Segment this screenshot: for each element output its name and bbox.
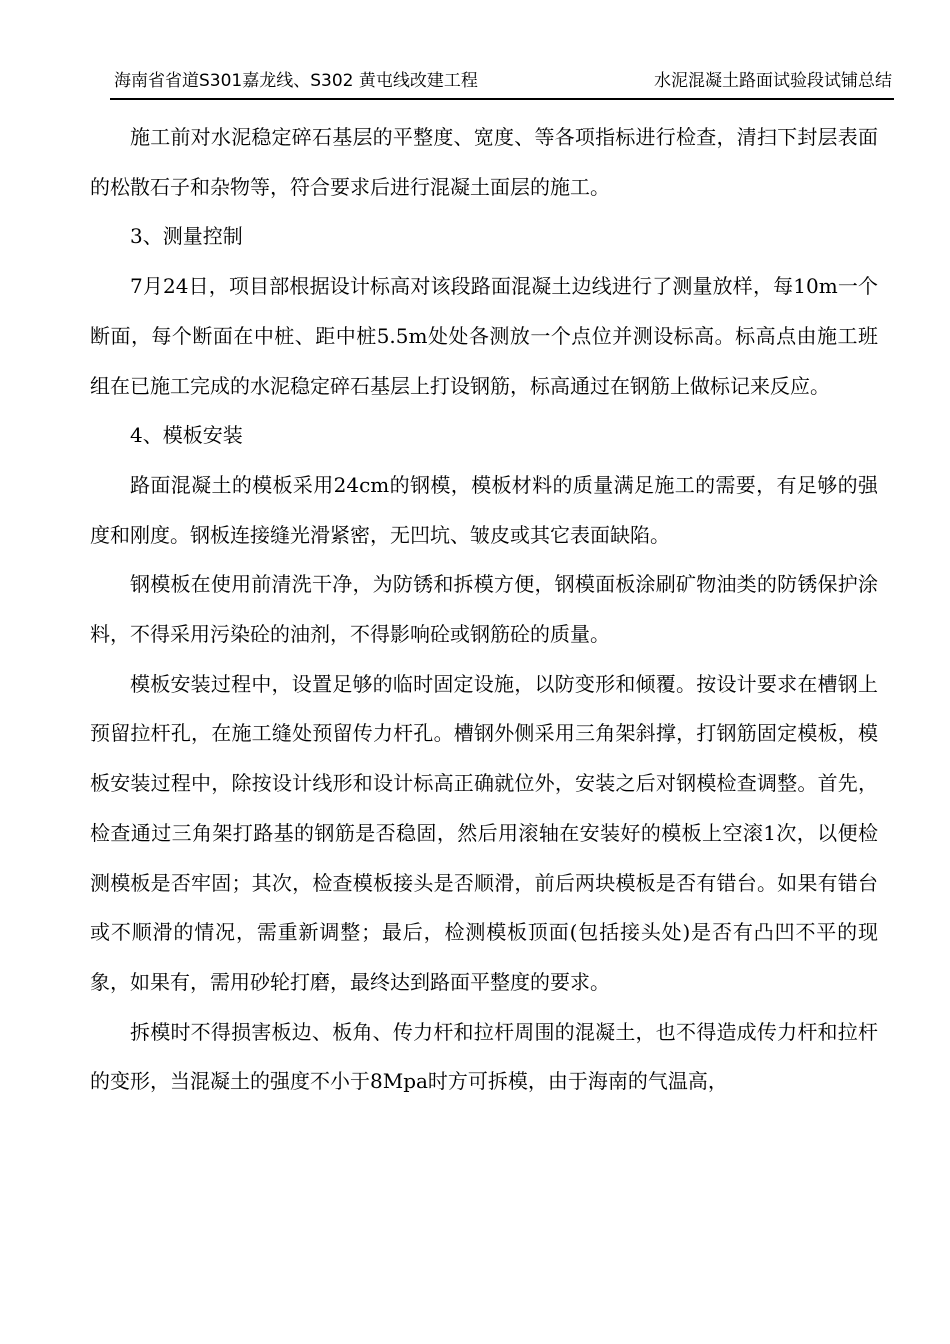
paragraph: 拆模时不得损害板边、板角、传力杆和拉杆周围的混凝土，也不得造成传力杆和拉杆的变形，当混凝土的强度不小于8Mpa时方可拆模，由于海南的气温高， — [90, 1019, 878, 1094]
header-project-title: 海南省省道S301嘉龙线、S302 黄屯线改建工程 — [114, 71, 478, 91]
document-body — [90, 113, 878, 1107]
paragraph: 模板安装过程中，设置足够的临时固定设施，以防变形和倾覆。按设计要求在槽钢上预留拉杆孔，在施工缝处预留传力杆孔。槽钢外侧采用三角架斜撑，打钢筋固定模板，模板安装过程中，除按设计线形和设计标高正确就位外，安装之后对钢模检查调整。首先，检查通过三角架打路基的钢筋是否稳固，然后用滚轴在安装好的模板上空滚1次，以便检测模板是否牢固；其次，检查模板接头是否顺滑，前后两块模板是否有错台。如果有错台或不顺滑的情况，需重新调整；最后，检测模板顶面(包括接头处)是否有凸凹不平的现象，如果有，需用砂轮打磨，最终达到路面平整度的要求。 — [90, 671, 878, 994]
paragraph: 7月24日，项目部根据设计标高对该段路面混凝土边线进行了测量放样，每10m一个断面，每个断面在中桩、距中桩5.5m处处各测放一个点位并测设标高。标高点由施工班组在已施工完成的水泥稳定碎石基层上打设钢筋，标高通过在钢筋上做标记来反应。 — [90, 274, 878, 398]
paragraph: 施工前对水泥稳定碎石基层的平整度、宽度、等各项指标进行检查，清扫下封层表面的松散石子和杂物等，符合要求后进行混凝土面层的施工。 — [90, 125, 878, 199]
page-header — [110, 64, 894, 100]
section-heading-survey-control: 3、测量控制 — [130, 224, 243, 249]
section-heading-formwork-installation: 4、模板安装 — [130, 423, 243, 448]
paragraph: 路面混凝土的模板采用24cm的钢模，模板材料的质量满足施工的需要，有足够的强度和刚度。钢板连接缝光滑紧密，无凹坑、皱皮或其它表面缺陷。 — [90, 472, 878, 547]
header-document-title: 水泥混凝土路面试验段试铺总结 — [654, 71, 892, 91]
paragraph: 钢模板在使用前清洗干净，为防锈和拆模方便，钢模面板涂刷矿物油类的防锈保护涂料，不得采用污染砼的油剂，不得影响砼或钢筋砼的质量。 — [90, 572, 878, 647]
